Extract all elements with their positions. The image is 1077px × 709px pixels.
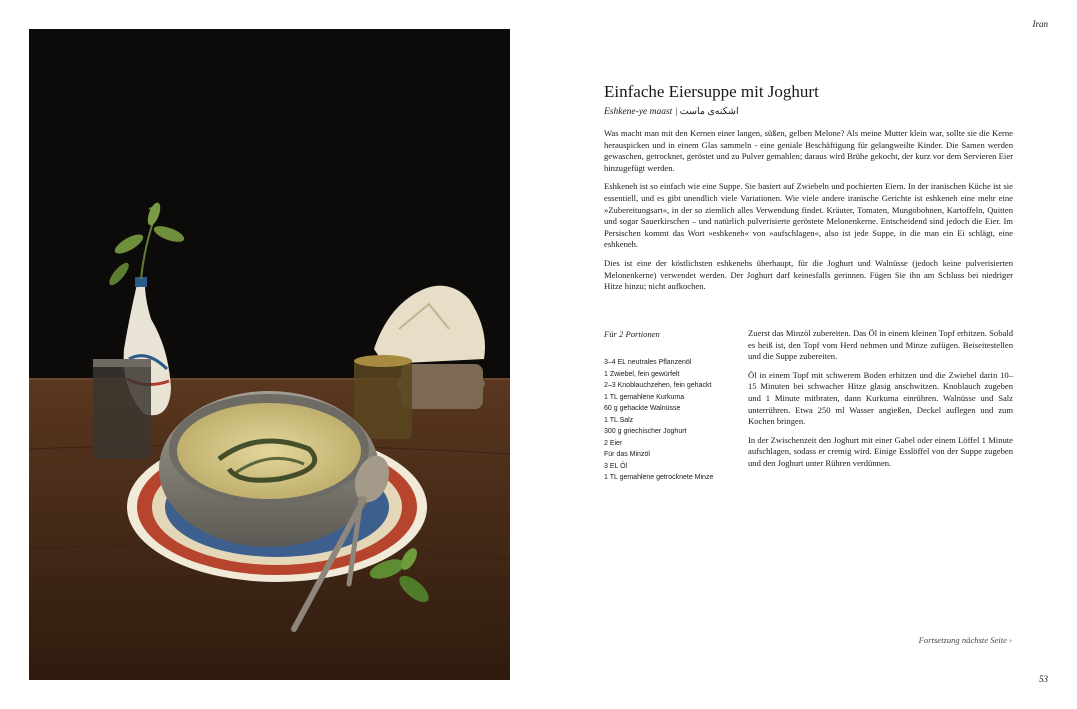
recipe-subtitle: Eshkene-ye maast | اشکنه‌ی ماست [604, 107, 739, 117]
method-step: Öl in einem Topf mit schwerem Boden erhitzen und die Zwiebel darin 10–15 Minuten bei schwacher Hitze glasig anschwitzen. Knoblauch zugeben und 1 Minute mitbraten, dann Kurkuma einrühren. Walnüsse und Salz unterrühren. Etwa 250 ml Wasser angießen, Deckel auflegen und zum Kochen bringen. [748, 369, 1013, 427]
intro-paragraph: Eshkeneh ist so einfach wie eine Suppe. Sie basiert auf Zwiebeln und pochierten Eiern. In der iranischen Küche ist sie essentiell, und es gibt unendlich viele Variationen. Wie viele andere iranische Gerichte ist eshkeneh eine mehr eine »Zubereitungsart«, in der so ziemlich alles Verwendung findet. Kräuter, Tomaten, Mungobohnen, Kartoffeln, Quitten und sogar Sauerkirschen – und natürlich pulverisierte geröstete Melonenkerne. Entscheidend sind jedoch die Eier. Im Persischen kommt das Wort »eshkeneh« von »aufschlagen«, also ist jede Suppe, in die man ein Ei schlägt, eine eshkeneh. [604, 181, 1013, 250]
ingredient-item: 2–3 Knoblauchzehen, fein gehackt [604, 382, 712, 389]
ingredient-list [604, 357, 724, 484]
method-step: In der Zwischenzeit den Joghurt mit einer Gabel oder einem Löffel 1 Minute aufschlagen, sodass er cremig wird. Einige Esslöffel von der Suppe zugeben und den Joghurt unter Rühren verdünnen. [748, 434, 1013, 468]
method-step: Zuerst das Minzöl zubereiten. Das Öl in einem kleinen Topf erhitzen. Sobald es heiß ist, den Topf vom Herd nehmen und Minze zufügen. Beiseitestellen und die Suppe zubereiten. [748, 328, 1013, 362]
method-text [748, 328, 1013, 477]
intro-paragraph: Was macht man mit den Kernen einer langen, süßen, gelben Melone? Als meine Mutter klein war, sollte sie die Kerne herauspicken und in einem Glas sammeln - eine geniale Beschäftigung für gelangweilte Kinder. Die Samen werden gewaschen, getrocknet, geröstet und zu Pulver gemahlen; daraus wird Brühe gekocht, der kurz vor dem Servieren Eier hinzugefügt werden. [604, 128, 1013, 173]
running-head: Iran [1032, 19, 1048, 29]
ingredient-item: 1 Zwiebel, fein gewürfelt [604, 370, 680, 378]
ingredient-item: 300 g griechischer Joghurt [604, 428, 687, 435]
subtitle-farsi: اشکنه‌ی ماست [679, 107, 739, 117]
ingredient-item: 3–4 EL neutrales Pflanzenöl [604, 359, 692, 366]
intro-text [604, 128, 1013, 300]
page-number: 53 [1039, 674, 1048, 684]
ingredient-item: 60 g gehackte Walnüsse [604, 405, 681, 412]
servings-heading: Für 2 Portionen [604, 329, 660, 339]
recipe-title: Einfache Eiersuppe mit Joghurt [604, 82, 819, 101]
ingredient-item: 3 EL Öl [604, 462, 628, 470]
food-photo [29, 29, 510, 680]
ingredient-subheading: Für das Minzöl [604, 451, 650, 458]
subtitle-latin: Eshkene-ye maast [604, 107, 673, 117]
intro-paragraph: Dies ist eine der köstlichsten eshkenehs überhaupt, für die Joghurt und Walnüsse (jedoch keine pulverisierten Melonenkerne) verwendet werden. Der Joghurt darf keinesfalls gerinnen. Fügen Sie ihn am Schluss bei niedriger Hitze hinzu; nicht aufkochen. [604, 257, 1013, 292]
ingredient-item: 1 TL Salz [604, 416, 634, 424]
continue-note: Fortsetzung nächste Seite › [918, 635, 1012, 645]
ingredient-item: 1 TL gemahlene Kurkuma [604, 393, 685, 401]
ingredient-item: 1 TL gemahlene getrocknete Minze [604, 474, 714, 481]
ingredient-item: 2 Eier [604, 439, 623, 447]
